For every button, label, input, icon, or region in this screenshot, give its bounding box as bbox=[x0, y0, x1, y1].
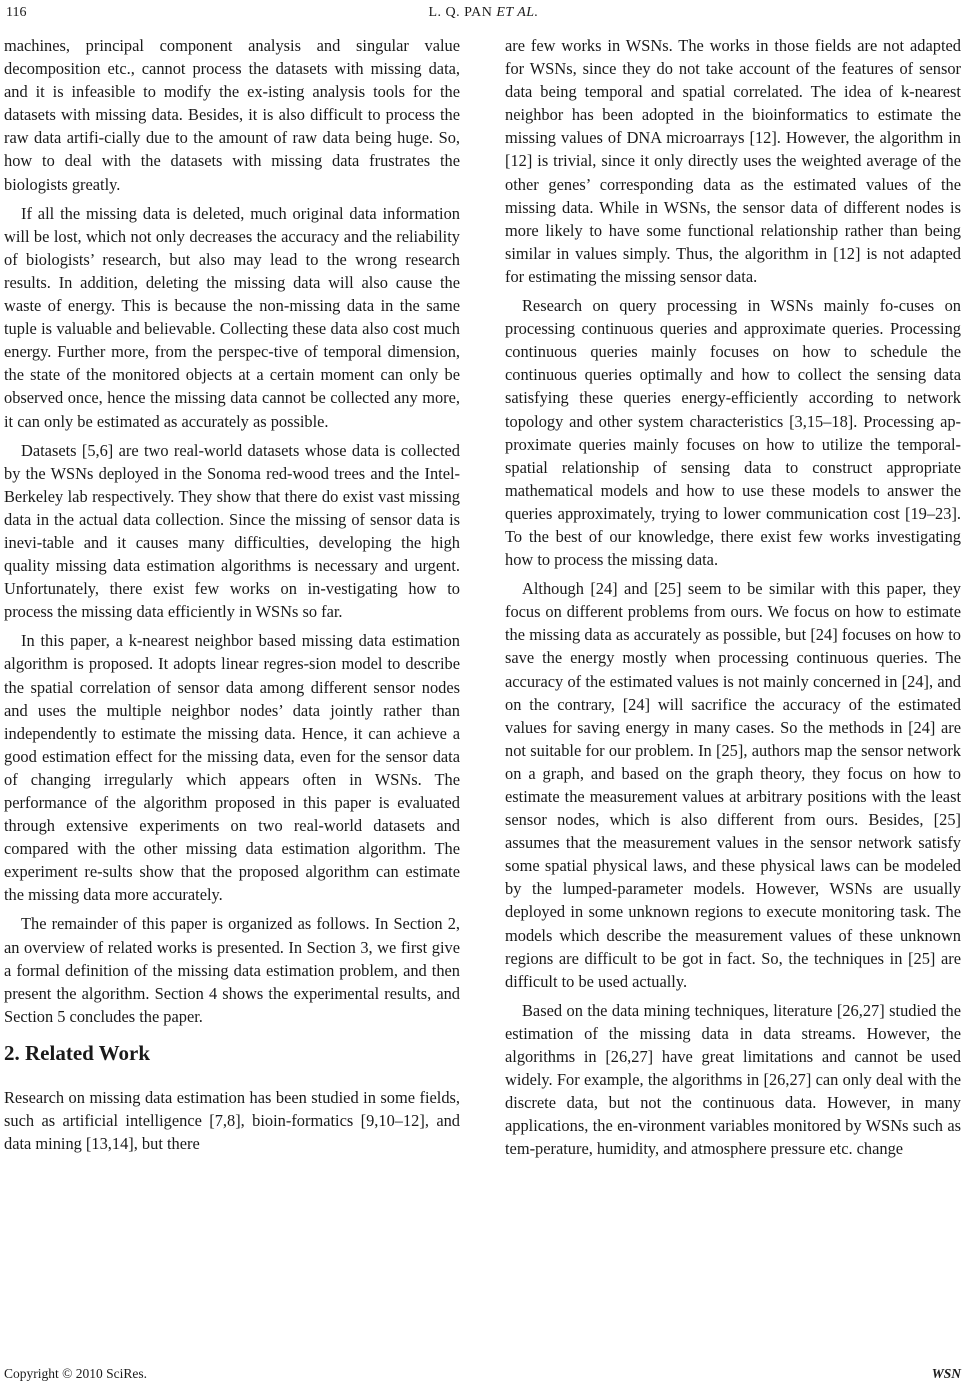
running-head bbox=[0, 5, 967, 21]
paragraph: Research on query processing in WSNs mainly fo-cuses on processing continuous queries and approximate queries. Processing continuous queries mainly focuses on how to schedule the continuous queries optimally and how to collect the sensing data satisfying these queries energy-efficiently according to network topology and other system characteristics [3,15–18]. Processing ap-proximate queries mainly focuses on how to utilize the temporal-spatial relationship of sensing data to construct appropriate mathematical models and how to use these models to answer the queries approximately, trying to lower communication cost [19–23]. To the best of our knowledge, there exist few works investigating how to process the missing data. bbox=[505, 296, 961, 570]
paragraph: Although [24] and [25] seem to be similar with this paper, they focus on different problems from ours. We focus on how to estimate the missing data as accurately as possible, but [24] focuses on how to save the energy mostly when processing continuous queries. The accuracy of the estimated values is not mainly concerned in [24], and on the contrary, [24] will sacrifice the accuracy of the estimated values for saving energy in many cases. So the methods in [24] are not suitable for our problem. In [25], authors map the sensor network on a graph, and based on the graph theory, they focus on how to estimate the measurement values at arbitrary positions with the least sensor nodes, which is also different from ours. Besides, [25] assumes that the measurement values in the sensor network satisfy some spatial physical laws, and these physical laws can be modeled by the lumped-parameter models. However, WSNs are usually deployed in some unknown regions to execute monitoring task. The models which describe the measurement values of these unknown regions are difficult to be got in fact. So, the techniques in [25] are difficult to be used actually. bbox=[505, 579, 961, 991]
paragraph: are few works in WSNs. The works in those fields are not adapted for WSNs, since they do not take account of the features of sensor data being temporal and spatial correlated. The idea of k-nearest neighbor has been adopted in the bioinformatics to estimate the missing values of DNA microarrays [12]. However, the algorithm in [12] is trivial, since it only directly uses the weighted average of the other genes’ corresponding data as the estimated values of the missing data. While in WSNs, the sensor data of different nodes is more likely to have some functional relationship rather than being similar in values simply. Thus, the algorithm in [12] is not adapted for estimating the missing sensor data. bbox=[505, 36, 961, 286]
paragraph: Datasets [5,6] are two real-world datasets whose data is collected by the WSNs deployed in the Sonoma red-wood trees and the Intel-Berkeley lab respectively. They show that there do exist vast missing data in the actual data collection. Since the missing of sensor data is inevi-table and it causes many difficulties, developing the high quality missing data estimation algorithms is necessary and urgent. Unfortunately, there exist few works on in-vestigating how to process the missing data efficiently in WSNs so far. bbox=[4, 440, 460, 622]
paragraph: Based on the data mining techniques, literature [26,27] studied the estimation of the missing data in data streams. However, the algorithms in [26,27] have great limitations and cannot be used widely. For example, the algorithms in [26,27] can only deal with the discrete data, but not the continuous data. However, in many applications, the en-vironment variables monitored by WSNs such as tem-perature, humidity, and atmosphere pressure etc. change bbox=[505, 1000, 961, 1159]
running-head-etal: ET AL. bbox=[496, 5, 539, 20]
paragraph: Research on missing data estimation has been studied in some fields, such as artificial intelligence [7,8], bioin-formatics [9,10–12], and data mining [13,14], but there bbox=[4, 1087, 460, 1154]
paragraph: In this paper, a k-nearest neighbor based missing data estimation algorithm is proposed. It adopts linear regres-sion model to describe the spatial correlation of sensor data among different sensor nodes and uses the multiple neighbor nodes’ data jointly rather than independently to estimate the missing data. Hence, it can achieve a good estimation effect for the missing data, even for the sensor data of changing irregularly which appears often in WSNs. The performance of the algorithm proposed in this paper is evaluated through extensive experiments on two real-world datasets and compared with the other missing data estimation algorithm. The experiment re-sults show that the proposed algorithm can estimate the missing data more accurately. bbox=[4, 631, 460, 905]
paragraph: If all the missing data is deleted, much original data information will be lost, which not only decreases the accuracy and the reliability of biologists’ research, but also may lead to the wrong research results. In addition, deleting the missing data will also cause the waste of energy. This is because the non-missing data in the same tuple is valuable and believable. Collecting these data also cost much energy. Further more, from the perspec-tive of temporal dimension, the state of the monitored objects at a certain moment can only be observed once, hence the missing data cannot be collected any more, it can only be estimated as accurately as possible. bbox=[4, 203, 460, 431]
footer-journal: WSN bbox=[931, 1366, 961, 1381]
paragraph: machines, principal component analysis and singular value decomposition etc., cannot process the datasets with missing data, and it is infeasible to modify the ex-isting analysis tools for the datasets with missing data. Besides, it is also difficult to process the raw data artifi-cially due to the amount of raw data being huge. So, how to deal with the datasets with missing data frustrates the biologists greatly. bbox=[4, 36, 460, 194]
running-head-authors: L. Q. PAN bbox=[428, 5, 493, 20]
section-heading: 2. Related Work bbox=[4, 1040, 151, 1065]
paragraph: The remainder of this paper is organized as follows. In Section 2, an overview of related works is presented. In Section 3, we first give a formal definition of the missing data estimation problem, and then present the algorithm. Section 4 shows the experimental results, and Section 5 concludes the paper. bbox=[4, 914, 460, 1026]
footer-copyright: Copyright © 2010 SciRes. bbox=[4, 1366, 148, 1381]
page-number: 116 bbox=[6, 5, 27, 20]
left-column bbox=[4, 34, 460, 1161]
right-column bbox=[505, 34, 961, 1167]
